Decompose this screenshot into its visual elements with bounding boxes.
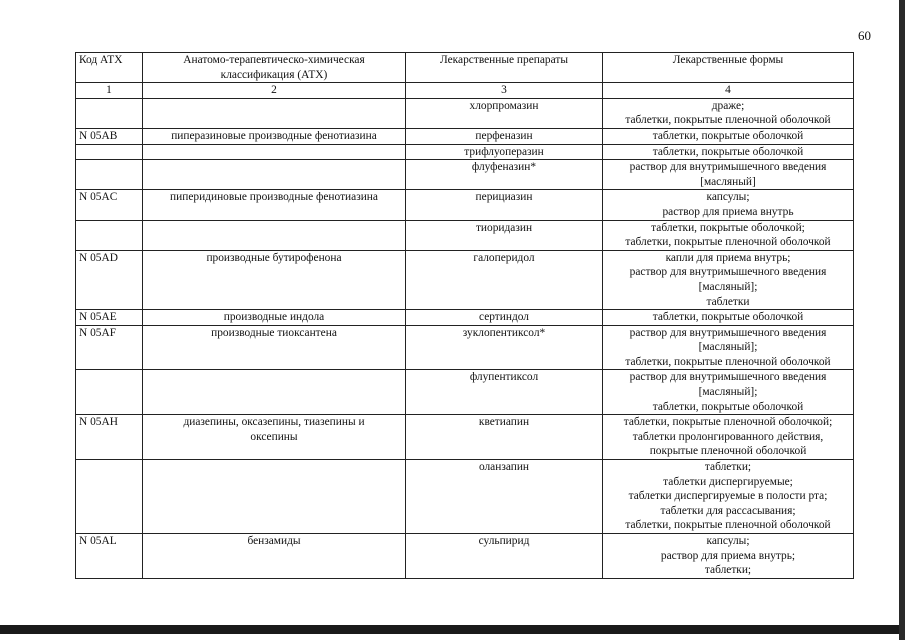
drug-cell: зуклопентиксол* — [406, 325, 603, 370]
table-row — [76, 144, 854, 160]
forms-cell: таблетки, покрытые оболочкой — [603, 144, 854, 160]
table-row — [76, 250, 854, 309]
classification-cell — [143, 460, 406, 534]
drug-cell: оланзапин — [406, 460, 603, 534]
classification-cell: пиперазиновые производные фенотиазина — [143, 128, 406, 144]
forms-cell: таблетки, покрытые оболочкой; таблетки, покрытые пленочной оболочкой — [603, 220, 854, 250]
drug-cell: перфеназин — [406, 128, 603, 144]
forms-cell: раствор для внутримышечного введения [масляный] — [603, 160, 854, 190]
code-cell: N 05AH — [76, 415, 143, 460]
table-row — [76, 534, 854, 579]
table-row — [76, 415, 854, 460]
number-cell: 3 — [406, 83, 603, 99]
drug-cell: сульпирид — [406, 534, 603, 579]
forms-cell: капсулы; раствор для приема внутрь; таблетки; — [603, 534, 854, 579]
drug-cell: галоперидол — [406, 250, 603, 309]
drug-cell: флуфеназин* — [406, 160, 603, 190]
classification-cell: бензамиды — [143, 534, 406, 579]
code-cell: N 05AL — [76, 534, 143, 579]
classification-cell: диазепины, оксазепины, тиазепины и оксепины — [143, 415, 406, 460]
classification-cell: производные тиоксантена — [143, 325, 406, 370]
forms-cell: раствор для внутримышечного введения [масляный]; таблетки, покрытые пленочной оболочкой — [603, 325, 854, 370]
forms-cell: таблетки, покрытые пленочной оболочкой; таблетки пролонгированного действия, покрытые пленочной оболочкой — [603, 415, 854, 460]
classification-cell: производные бутирофенона — [143, 250, 406, 309]
code-cell: N 05AC — [76, 190, 143, 220]
forms-cell: драже; таблетки, покрытые пленочной оболочкой — [603, 98, 854, 128]
scan-bottom-border — [0, 625, 905, 634]
drug-cell: перициазин — [406, 190, 603, 220]
code-cell — [76, 144, 143, 160]
header-code: Код АТХ — [76, 53, 143, 83]
forms-cell: таблетки; таблетки диспергируемые; таблетки диспергируемые в полости рта; таблетки для рассасывания; таблетки, покрытые пленочной оболочкой — [603, 460, 854, 534]
drug-cell: трифлуоперазин — [406, 144, 603, 160]
drug-cell: кветиапин — [406, 415, 603, 460]
code-cell — [76, 98, 143, 128]
classification-cell: пиперидиновые производные фенотиазина — [143, 190, 406, 220]
number-cell: 1 — [76, 83, 143, 99]
number-cell: 2 — [143, 83, 406, 99]
forms-cell: таблетки, покрытые оболочкой — [603, 310, 854, 326]
classification-cell — [143, 98, 406, 128]
header-row — [76, 53, 854, 83]
forms-cell: таблетки, покрытые оболочкой — [603, 128, 854, 144]
numbering-row — [76, 83, 854, 99]
table-row — [76, 220, 854, 250]
code-cell — [76, 370, 143, 415]
page-number: 60 — [858, 28, 871, 43]
code-cell: N 05AD — [76, 250, 143, 309]
drug-cell: хлорпромазин — [406, 98, 603, 128]
classification-cell — [143, 144, 406, 160]
drug-cell: тиоридазин — [406, 220, 603, 250]
code-cell — [76, 460, 143, 534]
forms-cell: капсулы; раствор для приема внутрь — [603, 190, 854, 220]
table-row — [76, 310, 854, 326]
code-cell: N 05AF — [76, 325, 143, 370]
code-cell — [76, 220, 143, 250]
table-row — [76, 325, 854, 370]
header-drugs: Лекарственные препараты — [406, 53, 603, 83]
classification-cell: производные индола — [143, 310, 406, 326]
table-row — [76, 128, 854, 144]
code-cell: N 05AE — [76, 310, 143, 326]
code-cell: N 05AB — [76, 128, 143, 144]
code-cell — [76, 160, 143, 190]
classification-cell — [143, 220, 406, 250]
drug-cell: сертиндол — [406, 310, 603, 326]
table-row — [76, 160, 854, 190]
forms-cell: раствор для внутримышечного введения [масляный]; таблетки, покрытые оболочкой — [603, 370, 854, 415]
scan-right-border — [899, 0, 905, 640]
table-row — [76, 98, 854, 128]
header-classification: Анатомо-терапевтическо-химическая классификация (АТХ) — [143, 53, 406, 83]
table-row — [76, 460, 854, 534]
table-row — [76, 190, 854, 220]
classification-cell — [143, 370, 406, 415]
drug-classification-table — [75, 52, 854, 579]
number-cell: 4 — [603, 83, 854, 99]
header-forms: Лекарственные формы — [603, 53, 854, 83]
classification-cell — [143, 160, 406, 190]
table-row — [76, 370, 854, 415]
drug-cell: флупентиксол — [406, 370, 603, 415]
forms-cell: капли для приема внутрь; раствор для внутримышечного введения [масляный]; таблетки — [603, 250, 854, 309]
